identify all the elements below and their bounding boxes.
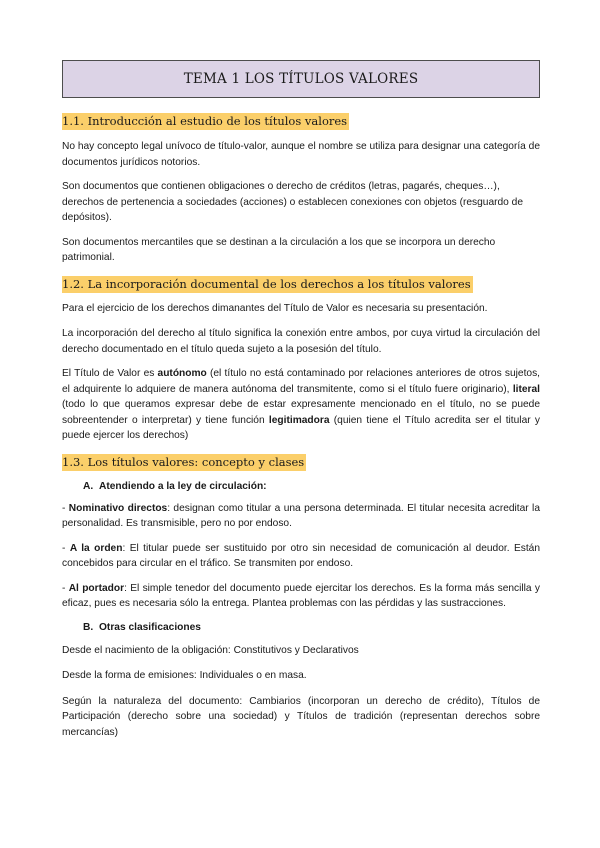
paragraph: Son documentos que contienen obligaciones o derecho de créditos (letras, pagarés, cheques…), derechos de pertenencia a sociedades (acciones) o establecen conexiones con objetos (resguardo de depósitos). <box>62 181 523 223</box>
paragraph-title-features: El Título de Valor es autónomo (el título no está contaminado por relaciones anteriores de otros sujetos, el adquirente lo adquiere de manera autónoma del transmitente, como si el título fuere originario), literal (todo lo que queramos expresar debe de estar expresamente mencionado en el título, no se puede sobreentender o interpretar) y tiene función legitimadora (quien tiene el Título acredita ser el titular y puede ejercer los derechos) <box>62 368 541 441</box>
section-3 <box>62 453 540 741</box>
subheading-text: Atendiendo a la ley de circulación: <box>99 480 267 492</box>
list-item: - Al portador: El simple tenedor del documento puede ejercitar los derechos. Es la forma más sencilla y eficaz, pues es necesaria sólo la entrega. Plantea problemas con las pérdidas y las sustracciones. <box>62 582 540 609</box>
section-1 <box>62 112 540 266</box>
list-item: - Nominativo directos: designan como titular a una persona determinada. El titular necesita acreditar la personalidad. Es transmisible, pero no por endoso. <box>62 502 540 529</box>
subheading-letter: A. <box>83 480 94 492</box>
section-heading-1-1: 1.1. Introducción al estudio de los títulos valores <box>62 114 348 128</box>
paragraph: No hay concepto legal unívoco de título-valor, aunque el nombre se utiliza para designar una categoría de documentos jurídicos notorios. <box>62 141 540 168</box>
section-heading-1-2: 1.2. La incorporación documental de los derechos a los títulos valores <box>62 276 471 291</box>
subheading-a <box>62 481 540 492</box>
document-title: TEMA 1 LOS TÍTULOS VALORES <box>62 60 540 98</box>
section-heading-1-3: 1.3. Los títulos valores: concepto y clases <box>62 454 305 469</box>
paragraph: Para el ejercicio de los derechos dimanantes del Título de Valor es necesaria su presentación. <box>62 302 488 314</box>
subheading-b <box>62 622 540 633</box>
subheading-letter: B. <box>83 621 94 633</box>
paragraph: La incorporación del derecho al título significa la conexión entre ambos, por cuya virtud la circulación del derecho documentado en el título queda sujeto a la posesión del título. <box>62 328 540 355</box>
document-page <box>62 60 540 740</box>
paragraph: Según la naturaleza del documento: Cambiarios (incorporan un derecho de crédito), Títulos de Participación (derecho sobre una sociedad) y Títulos de tradición (representan derechos sobre mercancías) <box>62 695 540 738</box>
subheading-text: Otras clasificaciones <box>99 621 201 633</box>
section-2 <box>62 275 540 444</box>
list-item: - A la orden: El titular puede ser sustituido por otro sin necesidad de comunicación al deudor. Están concebidos para circular en el tráfico. Se transmiten por endoso. <box>62 542 540 569</box>
paragraph: Son documentos mercantiles que se destinan a la circulación a los que se incorpora un derecho patrimonial. <box>62 236 496 263</box>
paragraph: Desde el nacimiento de la obligación: Constitutivos y Declarativos <box>62 644 359 656</box>
paragraph: Desde la forma de emisiones: Individuales o en masa. <box>62 670 307 681</box>
